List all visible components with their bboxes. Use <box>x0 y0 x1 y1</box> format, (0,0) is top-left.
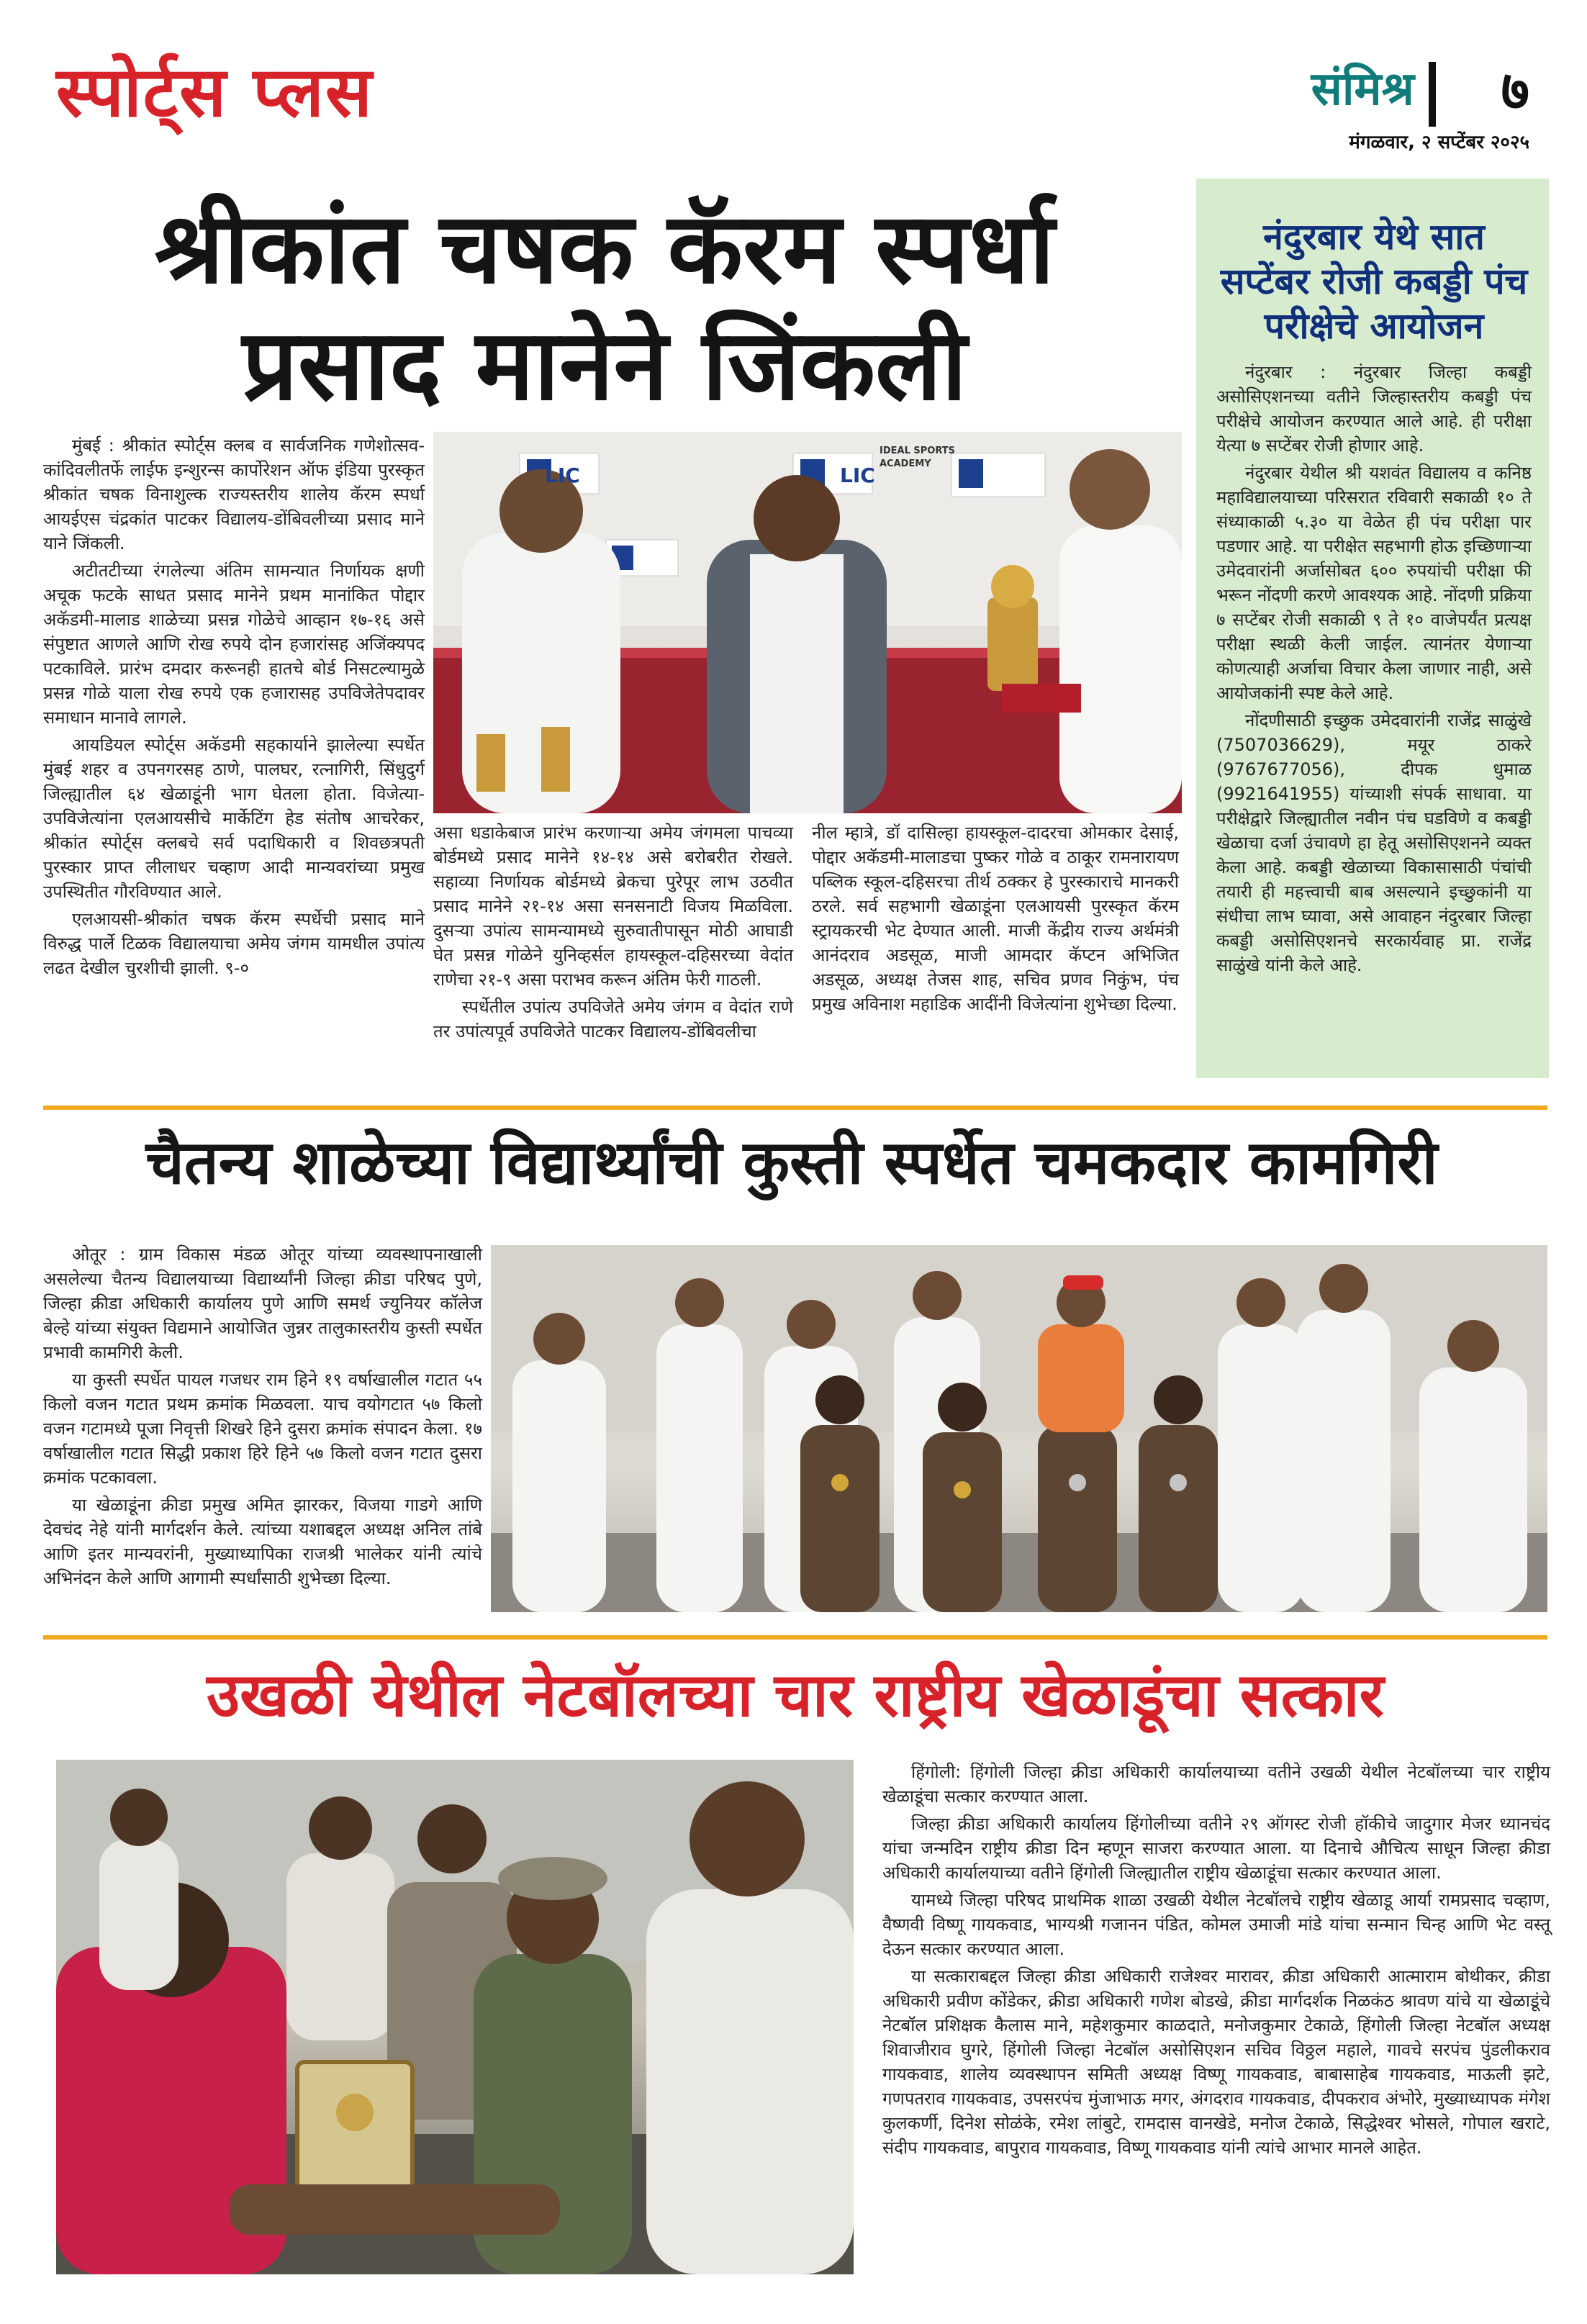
story1-photo <box>433 432 1182 813</box>
story1-paragraph: आयडियल स्पोर्ट्स अकॅडमी सहकार्याने झालेल्या स्पर्धेत मुंबई शहर व उपनगरसह ठाणे, पालघर, रत्नागिरी, सिंधुदुर्ग जिल्ह्यातील ६४ खेळाडूंनी भाग घेतला होता. विजेत्या-उपविजेत्यांना एलआयसीचे मार्केटिंग हेड संतोष आचरेकर, श्रीकांत स्पोर्ट्स क्लबचे सर्व पदाधिकारी व शिवछत्रपती पुरस्कार प्राप्त लीलाधर चव्हाण आदी मान्यवरांच्या प्रमुख उपस्थितीत गौरविण्यात आले. <box>43 735 425 902</box>
story1-paragraph: असा धडाकेबाज प्रारंभ करणाऱ्या अमेय जंगमला पाचव्या बोर्डमध्ये प्रसाद मानेने १४-१४ असे बरोबरीत रोखले. सहाव्या निर्णायक बोर्डमध्ये ब्रेकचा पुरेपूर लाभ उठवीत प्रसाद मानेने २१-१४ असा सनसनाटी विजय मिळविला. दुसऱ्या उपांत्य सामन्यामध्ये सुरुवातीपासून मोठी आघाडी घेत प्रसन्न गोळेने युनिव्हर्सल हायस्कूल-दहिसरच्या वेदांत राणेचा २१-९ असा पराभव करून अंतिम फेरी गाठली. <box>433 823 793 990</box>
page-divider <box>1429 62 1436 127</box>
story2-paragraph: या कुस्ती स्पर्धेत पायल गजधर राम हिने १९ वर्षाखालील गटात ५५ किलो वजन गटात प्रथम क्रमांक मिळवला. याच वयोगटात ५७ किलो वजन गटामध्ये पूजा निवृत्ती शिखरे हिने दुसरा क्रमांक संपादन केला. १७ वर्षाखालील गटात सिद्धी प्रकाश हिरे हिने ५७ किलो वजन गटात दुसरा क्रमांक पटकावला. <box>43 1370 482 1488</box>
page-number: ७ <box>1501 58 1529 122</box>
section-brand: स्पोर्ट्स प्लस <box>56 51 374 132</box>
section-name: संमिश्र <box>1311 63 1414 116</box>
story1-paragraph: स्पर्धेतील उपांत्य उपविजेते अमेय जंगम व वेदांत राणे तर उपांत्यपूर्व उपविजेते पाटकर विद्यालय-डोंबिवलीचा <box>433 997 793 1041</box>
story1-headline <box>43 191 1166 424</box>
netball-felicitation-photo <box>56 1760 854 2274</box>
section-rule <box>43 1635 1547 1640</box>
story2-headline: चैतन्य शाळेच्या विद्यार्थ्यांची कुस्ती स्पर्धेत चमकदार कामगिरी <box>145 1127 1438 1198</box>
story1-headline-line2: प्रसाद मानेने जिंकली <box>242 309 967 422</box>
sidebar-headline: नंदुरबार येथे सात सप्टेंबर रोजी कबड्डी पंच परीक्षेचे आयोजन <box>1220 216 1528 347</box>
story1-headline-line1: श्रीकांत चषक कॅरम स्पर्धा <box>154 192 1055 306</box>
carrom-prize-photo <box>433 432 1182 813</box>
story3-headline: उखळी येथील नेटबॉलच्या चार राष्ट्रीय खेळाडूंचा सत्कार <box>207 1660 1384 1730</box>
story2-body <box>43 1242 482 1593</box>
story2-paragraph: या खेळाडूंना क्रीडा प्रमुख अमित झारकर, विजया गाडगे आणि देवचंद नेहे यांनी मार्गदर्शन केले. त्यांच्या यशाबद्दल अध्यक्ष अनिल तांबे आणि इतर मान्यवरांनी, मुख्याध्यापिका राजश्री भालेकर यांनी त्यांचे अभिनंदन केले आणि आगामी स्पर्धांसाठी शुभेच्छा दिल्या. <box>43 1495 482 1588</box>
issue-date: मंगळवार, २ सप्टेंबर २०२५ <box>1349 132 1529 153</box>
story2-photo <box>491 1245 1547 1612</box>
story1-paragraph: एलआयसी-श्रीकांत चषक कॅरम स्पर्धेची प्रसाद माने विरुद्ध पार्ले टिळक विद्यालयाचा अमेय जंगम यामधील उपांत्य लढत देखील चुरशीची झाली. ९-० <box>43 909 425 978</box>
sidebar-body <box>1216 360 1532 980</box>
story3-paragraph: यामध्ये जिल्हा परिषद प्राथमिक शाळा उखळी येथील नेटबॉलचे राष्ट्रीय खेळाडू आर्या रामप्रसाद चव्हाण, वैष्णवी विष्णू गायकवाड, भाग्यश्री गजानन पंडित, कोमल उमाजी मांडे यांचा सन्मान चिन्ह आणि भेट वस्तू देऊन सत्कार करण्यात आला. <box>882 1890 1550 1959</box>
photo-banner-academy: IDEAL SPORTS ACADEMY <box>880 446 955 469</box>
section-rule <box>43 1106 1547 1110</box>
story1-paragraph: नील म्हात्रे, डॉ दासिल्हा हायस्कूल-दादरचा ओमकार देसाई, पोद्दार अकॅडमी-मालाडचा पुष्कर गोळे व ठाकूर रामनारायण पब्लिक स्कूल-दहिसरचा तीर्थ ठक्कर हे पुरस्काराचे मानकरी ठरले. सर्व सहभागी खेळाडूंना एलआयसी पुरस्कृत कॅरम स्ट्रायकरची भेट देण्यात आली. माजी केंद्रीय राज्य अर्थमंत्री आनंदराव अडसूळ, माजी आमदार कॅप्टन अभिजित अडसूळ, अध्यक्ष तेजस शाह, सचिव प्रणव निकुंभ, पंच प्रमुख अविनाश महाडिक आदींनी विजेत्यांना शुभेच्छा दिल्या. <box>812 823 1179 1014</box>
wrestling-team-photo <box>491 1245 1547 1612</box>
story3-paragraph: जिल्हा क्रीडा अधिकारी कार्यालय हिंगोलीच्या वतीने २९ ऑगस्ट रोजी हॉकीचे जादुगार मेजर ध्यानचंद यांचा जन्मदिन राष्ट्रीय क्रीडा दिन म्हणून साजरा करण्यात आला. या दिनाचे औचित्य साधून जिल्हा क्रीडा अधिकारी कार्यालयाच्या वतीने हिंगोली जिल्ह्यातील राष्ट्रीय खेळाडूंचा सत्कार करण्यात आला. <box>882 1814 1550 1883</box>
story1-column2 <box>433 820 793 1046</box>
story2-paragraph: ओतूर : ग्राम विकास मंडळ ओतूर यांच्या व्यवस्थापनाखाली असलेल्या चैतन्य विद्यालयाच्या विद्यार्थ्यांनी जिल्हा क्रीडा परिषद पुणे, जिल्हा क्रीडा अधिकारी कार्यालय पुणे आणि समर्थ ज्युनियर कॉलेज बेल्हे यांच्या संयुक्त विद्यमाने आयोजित जुन्नर तालुकास्तरीय कुस्ती स्पर्धेत प्रभावी कामगिरी केली. <box>43 1244 482 1362</box>
story1-column3 <box>812 820 1179 1019</box>
story3-body <box>882 1760 1550 2163</box>
sidebar-paragraph: नंदुरबार : नंदुरबार जिल्हा कबड्डी असोसिएशनच्या वतीने जिल्हास्तरीय कबड्डी पंच परीक्षेचे आयोजन करण्यात आले आहे. ही परीक्षा येत्या ७ सप्टेंबर रोजी होणार आहे. <box>1216 362 1532 456</box>
story3-paragraph: हिंगोली: हिंगोली जिल्हा क्रीडा अधिकारी कार्यालयाच्या वतीने उखळी येथील नेटबॉलच्या चार राष्ट्रीय खेळाडूंचा सत्कार करण्यात आला. <box>882 1762 1550 1807</box>
photo-banner-lic-2: LIC <box>840 464 875 487</box>
story1-column1 <box>43 433 425 983</box>
story1-paragraph: अटीतटीच्या रंगलेल्या अंतिम सामन्यात निर्णायक क्षणी अचूक फटके साधत प्रसाद मानेने प्रथम मानांकित पोद्दार अकॅडमी-मालाड शाळेच्या प्रसन्न गोळेचे आव्हान १७-१६ असे संपुष्टात आणले आणि रोख रुपये दोन हजारांसह अजिंक्यपद पटकाविले. प्रारंभ दमदार करूनही हातचे बोर्ड निसटल्यामुळे प्रसन्न गोळे याला रोख रुपये एक हजारासह उपविजेतेपदावर समाधान मानावे लागले. <box>43 561 425 728</box>
sidebar-paragraph: नंदुरबार येथील श्री यशवंत विद्यालय व कनिष्ठ महाविद्यालयाच्या परिसरात रविवारी सकाळी १० ते संध्याकाळी ५.३० या वेळेत ही पंच परीक्षा पार पडणार आहे. या परीक्षेत सहभागी होऊ इच्छिणाऱ्या उमेदवारांनी अर्जासोबत ६०० रुपयांची परीक्षा फी भरून नोंदणी करणे आवश्यक आहे. नोंदणी प्रक्रिया ७ सप्टेंबर रोजी सकाळी ९ ते १० वाजेपर्यंत प्रत्यक्ष परीक्षा स्थळी केली जाईल. त्यानंतर येणाऱ्या कोणत्याही अर्जाचा विचार केला जाणार नाही, असे आयोजकांनी स्पष्ट केले आहे. <box>1216 463 1532 703</box>
sidebar-paragraph: नोंदणीसाठी इच्छुक उमेदवारांनी राजेंद्र साळुंखे (7507036629), मयूर ठाकरे (9767677056), दीपक धुमाळ (9921641955) यांच्याशी संपर्क साधावा. या परीक्षेद्वारे जिल्ह्यातील नवीन पंच घडविणे व कबड्डी खेळाचा दर्जा उंचावणे हा हेतू असोसिएशनने व्यक्त केला आहे. कबड्डी खेळाच्या विकासासाठी पंचांची तयारी ही महत्त्वाची बाब असल्याने इच्छुकांनी या संधीचा लाभ घ्यावा, असे आवाहन नंदुरबार जिल्हा कबड्डी असोसिएशनचे सरकार्यवाह प्रा. राजेंद्र साळुंखे यांनी केले आहे. <box>1216 710 1532 975</box>
story3-photo <box>56 1760 854 2274</box>
story3-paragraph: या सत्काराबद्दल जिल्हा क्रीडा अधिकारी राजेश्वर मारावर, क्रीडा अधिकारी आत्माराम बोथीकर, क्रीडा अधिकारी प्रवीण कोंडेकर, क्रीडा अधिकारी गणेश बोडखे, क्रीडा मार्गदर्शक निळकंठ श्रावण यांचे या खेळाडूंचे नेटबॉल प्रशिक्षक कैलास माने, महेशकुमार काळदाते, मनोजकुमार टेकाळे, हिंगोली जिल्हा नेटबॉल अध्यक्ष शिवाजीराव घुगरे, हिंगोली जिल्हा नेटबॉल असोसिएशन सचिव विठ्ठल महाले, गावचे सरपंच पुंडलीकराव गायकवाड, शालेय व्यवस्थापन समिती अध्यक्ष विष्णू गायकवाड, बाबासाहेब गायकवाड, माऊली झटे, गणपतराव गायकवाड, उपसरपंच मुंजाभाऊ मगर, अंगदराव गायकवाड, दीपकराव अंभोरे, मुख्याध्यापक मंगेश कुलकर्णी, दिनेश सोळंके, रमेश लांबुटे, रामदास वानखेडे, मनोज टेकाळे, सिद्धेश्वर भोसले, गोपाल खराटे, संदीप गायकवाड, बापुराव गायकवाड, विष्णू गायकवाड यांनी त्यांचे आभार मानले आहेत. <box>882 1966 1550 2158</box>
story1-paragraph: मुंबई : श्रीकांत स्पोर्ट्स क्लब व सार्वजनिक गणेशोत्सव-कांदिवलीतर्फे लाईफ इन्शुरन्स कार्पोरेशन ऑफ इंडिया पुरस्कृत श्रीकांत चषक विनाशुल्क राज्यस्तरीय शालेय कॅरम स्पर्धा आयईएस चंद्रकांत पाटकर विद्यालय-डोंबिवलीच्या प्रसाद माने याने जिंकली. <box>43 435 425 553</box>
photo-banner-lic: LIC <box>545 464 580 487</box>
